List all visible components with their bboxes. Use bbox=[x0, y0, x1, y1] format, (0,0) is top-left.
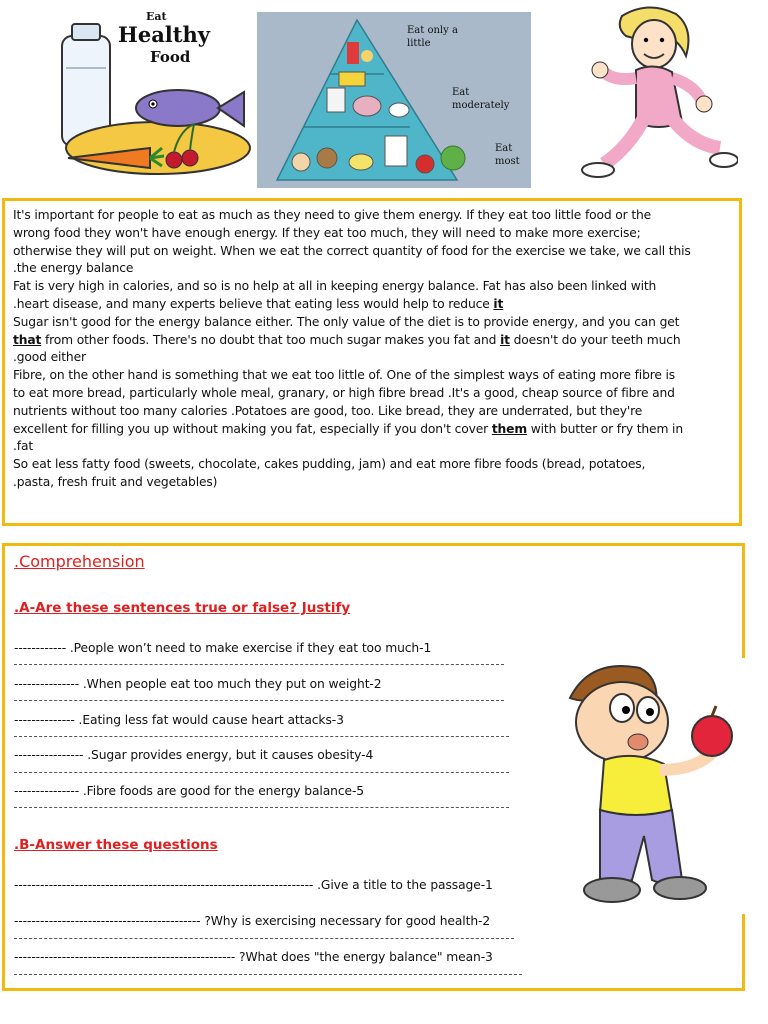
passage-line bbox=[13, 403, 725, 421]
reference-word: them bbox=[491, 421, 527, 436]
answer-blank[interactable]: -------------- bbox=[14, 713, 75, 727]
answer-blank[interactable]: ---------------- bbox=[14, 748, 84, 762]
passage-text: .heart disease, and many experts believe that eating less would help to reduce bbox=[13, 296, 494, 311]
justify-line[interactable] bbox=[14, 772, 509, 773]
logo-eat: Eat bbox=[146, 10, 167, 23]
boy-eating-apple-illustration bbox=[556, 658, 756, 914]
pyramid-label-moderately: Eat moderately bbox=[452, 87, 510, 111]
passage-line bbox=[13, 278, 725, 296]
passage-line bbox=[13, 332, 725, 350]
tf-item-1 bbox=[14, 641, 431, 655]
passage-line bbox=[13, 385, 725, 403]
justify-line[interactable] bbox=[14, 700, 504, 701]
passage-text: doesn't do your teeth much bbox=[509, 332, 681, 347]
question-3 bbox=[14, 950, 493, 964]
answer-blank[interactable]: --------------- bbox=[14, 784, 80, 798]
passage-line bbox=[13, 207, 725, 225]
question-text: ?Why is exercising necessary for good health-2 bbox=[200, 914, 491, 928]
passage-line bbox=[13, 456, 725, 474]
answer-line[interactable] bbox=[14, 938, 514, 939]
statement-text: .Eating less fat would cause heart attacks-3 bbox=[74, 713, 344, 727]
pyramid-label-most: Eat most bbox=[495, 143, 520, 167]
passage-text: .fat bbox=[13, 439, 33, 454]
statement-text: .When people eat too much they put on weight-2 bbox=[79, 677, 382, 691]
pyramid-label-little: Eat only a little bbox=[407, 25, 458, 49]
passage-line bbox=[13, 225, 725, 243]
passage-text: nutrients without too many calories .Potatoes are good, too. Like bread, they are underrated, but they're bbox=[13, 403, 643, 418]
tf-item-3 bbox=[14, 713, 344, 727]
passage-line bbox=[13, 438, 725, 456]
tf-item-4 bbox=[14, 748, 373, 762]
answer-blank[interactable]: ------------ bbox=[14, 641, 67, 655]
passage-line bbox=[13, 474, 725, 492]
tf-item-5 bbox=[14, 784, 364, 798]
question-1 bbox=[14, 878, 493, 892]
justify-line[interactable] bbox=[14, 736, 509, 737]
statement-text: .People won’t need to make exercise if they eat too much-1 bbox=[66, 641, 432, 655]
logo-healthy: Healthy bbox=[118, 22, 210, 47]
reference-word: it bbox=[500, 332, 510, 347]
passage-text: .pasta, fresh fruit and vegetables) bbox=[13, 474, 218, 489]
justify-line[interactable] bbox=[14, 664, 504, 665]
answer-blank[interactable]: --------------- bbox=[14, 677, 80, 691]
passage-text: It's important for people to eat as much as they need to give them energy. If they eat too little food or the bbox=[13, 208, 652, 222]
passage-line bbox=[13, 314, 725, 332]
statement-text: .Fibre foods are good for the energy balance-5 bbox=[79, 784, 365, 798]
passage-text: Fibre, on the other hand is something that we eat too little of. One of the simplest ways of eating more fibre is bbox=[13, 368, 676, 383]
passage-text: excellent for filling you up without making you fat, especially if you don't cover bbox=[13, 421, 492, 436]
question-text: ?What does "the energy balance" mean-3 bbox=[235, 950, 493, 964]
answer-blank[interactable]: --------------------------------------------------- bbox=[14, 950, 236, 964]
passage-text: So eat less fatty food (sweets, chocolate, cakes pudding, jam) and eat more fibre foods (bread, potatoes, bbox=[13, 457, 646, 472]
passage-text: .the energy balance bbox=[13, 261, 134, 276]
part-a-title: .A-Are these sentences true or false? Justify bbox=[14, 600, 351, 616]
tf-item-2 bbox=[14, 677, 381, 691]
question-2 bbox=[14, 914, 490, 928]
reading-passage bbox=[13, 207, 725, 492]
passage-text: otherwise they will put on weight. When we eat the correct quantity of food for the exercise we take, we call this bbox=[13, 243, 691, 258]
passage-text: Sugar isn't good for the energy balance either. The only value of the diet is to provide energy, and you can get bbox=[13, 314, 680, 329]
passage-line bbox=[13, 349, 725, 367]
passage-text: to eat more bread, particularly whole meal, granary, or high fibre bread .It's a good, cheap source of fibre and bbox=[13, 385, 675, 400]
girl-running-illustration bbox=[578, 6, 738, 190]
passage-text: from other foods. There's no doubt that too much sugar makes you fat and bbox=[41, 332, 501, 347]
statement-text: .Sugar provides energy, but it causes obesity-4 bbox=[83, 748, 374, 762]
passage-line bbox=[13, 243, 725, 261]
passage-line bbox=[13, 296, 725, 314]
passage-line bbox=[13, 421, 725, 439]
comprehension-title: .Comprehension bbox=[14, 552, 145, 571]
question-text: .Give a title to the passage-1 bbox=[313, 878, 493, 892]
food-pyramid-image bbox=[257, 12, 531, 188]
passage-text: wrong food they won't have enough energy. If they eat too much, they will need to make more exercise; bbox=[13, 225, 641, 240]
eat-healthy-food-illustration bbox=[38, 8, 252, 186]
answer-blank[interactable]: --------------------------------------------------------------------- bbox=[14, 878, 314, 892]
answer-line[interactable] bbox=[14, 974, 522, 975]
passage-text: with butter or fry them in bbox=[527, 421, 683, 436]
passage-text: .good either bbox=[13, 350, 86, 365]
answer-blank[interactable]: ------------------------------------------- bbox=[14, 914, 201, 928]
logo-food: Food bbox=[150, 48, 191, 66]
part-b-title: .B-Answer these questions bbox=[14, 837, 218, 853]
justify-line[interactable] bbox=[14, 807, 509, 808]
passage-line bbox=[13, 260, 725, 278]
reference-word: that bbox=[13, 332, 42, 347]
passage-text: Fat is very high in calories, and so is no help at all in keeping energy balance. Fat has also been linked with bbox=[13, 279, 657, 294]
passage-line bbox=[13, 367, 725, 385]
reference-word: it bbox=[493, 296, 504, 311]
